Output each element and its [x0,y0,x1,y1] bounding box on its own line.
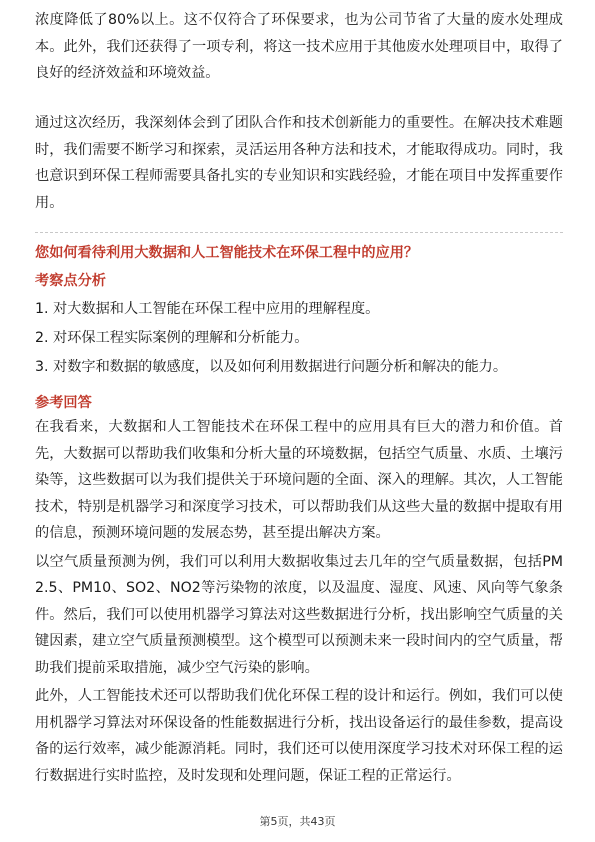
answer-paragraph: 以空气质量预测为例，我们可以利用大数据收集过去几年的空气质量数据，包括PM2.5、PM10、SO2、NO2等污染物的浓度，以及温度、湿度、风速、风向等气象条件。然后，我们可以使用机器学习算法对这些数据进行分析，找出影响空气质量的关键因素，建立空气质量预测模型。这个模型可以预测未来一段时间内的空气质量，帮助我们提前采取措施，减少空气污染的影响。 [35,553,563,676]
analysis-item: 3. 对数字和数据的敏感度，以及如何利用数据进行问题分析和解决的能力。 [35,359,508,375]
section-divider [35,232,563,233]
page-number: 第5页，共43页 [259,815,336,828]
experience-paragraph: 通过这次经历，我深刻体会到了团队合作和技术创新能力的重要性。在解决技术难题时，我们需要不断学习和探索，灵活运用各种方法和技术，才能取得成功。同时，我也意识到环保工程师需要具备扎实的专业知识和实践经验，才能在项目中发挥重要作用。 [35,115,563,211]
answer-paragraph: 此外，人工智能技术还可以帮助我们优化环保工程的设计和运行。例如，我们可以使用机器学习算法对环保设备的性能数据进行分析，找出设备运行的最佳参数，提高设备的运行效率，减少能源消耗。同时，我们还可以使用深度学习技术对环保工程的运行数据进行实时监控，及时发现和处理问题，保证工程的正常运行。 [35,688,563,784]
interview-question: 您如何看待利用大数据和人工智能技术在环保工程中的应用？ [35,245,419,261]
analysis-item: 1. 对大数据和人工智能在环保工程中应用的理解程度。 [35,301,380,317]
answer-body [35,414,563,791]
continuation-paragraph: 浓度降低了80%以上。这不仅符合了环保要求，也为公司节省了大量的废水处理成本。此外，我们还获得了一项专利，将这一技术应用于其他废水处理项目中，取得了良好的经济效益和环境效益。 [35,12,563,81]
analysis-item: 2. 对环保工程实际案例的理解和分析能力。 [35,330,309,346]
analysis-heading: 考察点分析 [35,273,106,289]
answer-heading: 参考回答 [35,395,92,411]
answer-paragraph: 在我看来，大数据和人工智能技术在环保工程中的应用具有巨大的潜力和价值。首先，大数据可以帮助我们收集和分析大量的环境数据，包括空气质量、水质、土壤污染等，这些数据可以为我们提供关于环境问题的全面、深入的理解。其次，人工智能技术，特别是机器学习和深度学习技术，可以帮助我们从这些大量的数据中提取有用的信息，预测环境问题的发展态势，甚至提出解决方案。 [35,419,563,541]
analysis-list [35,295,563,382]
